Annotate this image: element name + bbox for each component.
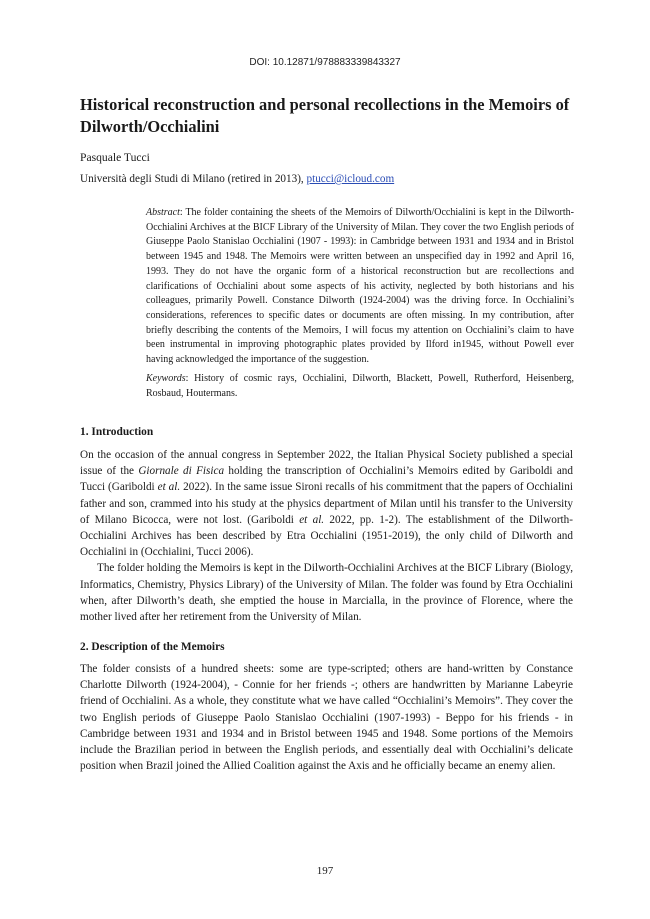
citation-etal: et al. xyxy=(157,481,181,494)
abstract-label: Abstract xyxy=(146,207,180,218)
introduction-paragraph-1 xyxy=(80,447,573,560)
journal-name: Giornale di Fisica xyxy=(138,465,225,478)
abstract xyxy=(146,206,574,368)
text-run: holding the transcription of Occhialini’s Memoirs edited by Gariboldi and Tucci (Gariboldi xyxy=(80,465,573,494)
author-affiliation xyxy=(80,173,394,185)
description-body xyxy=(80,661,573,774)
section-heading-introduction: 1. Introduction xyxy=(80,426,154,438)
doi-header: DOI: 10.12871/978883339843327 xyxy=(249,57,401,68)
keywords-label: Keywords xyxy=(146,373,186,384)
text-run: 2022). In the same issue Sironi recalls of his commitment that the papers of Occhialini father and son, crammed into his study at the physics department of Milan until his transfer to the University of Milano Bicocca, were not lost. (Gariboldi xyxy=(80,481,573,526)
description-paragraph-1: The folder consists of a hundred sheets: some are type-scripted; others are hand-written by Constance Charlotte Dilworth (1924-2004), - Connie for her friends -; others are handwritten by Marianne Labeyrie friend of Occhialini. As a whole, they constitute what we have called “Occhialini’s Memoirs”. They cover the two English periods of Giuseppe Paolo Stanislao Occhialini (1907-1993) - Beppo for his friends - in Cambridge between 1931 and 1934 and in Bristol between 1945 and 1948. Some portions of the Memoirs include the Brazilian period in between the English periods, and essentially deal with Occhialini’s delicate position when Brazil joined the Allied Coalition against the Axis and he officially became an enemy alien. xyxy=(80,663,573,773)
abstract-text: : The folder containing the sheets of the Memoirs of Dilworth/Occhialini is kept in the Dilworth-Occhialini Archives at the BICF Library of the University of Milan. They cover the two English periods of Giuseppe Paolo Stanislao Occhialini (1907 - 1993): in Cambridge between 1931 and 1934 and in Bristol between 1945 and 1948. The Memoirs were written between an unspecified day in 1992 and April 16, 1993. They do not have the organic form of a historical reconstruction but are recollections and clarifications of Occhialini about some aspects of his activity, neglected by both historians and his colleagues, primarily Powell. Constance Dilworth (1924-2004) was the driving force. In Occhialini’s considerations, references to specific dates or documents are often missing. In my contribution, after briefly describing the contents of the Memoirs, I will focus my attention on Occhialini’s claim to have been instrumental in improving photographic plates provided by Ilford in1945, without Powell ever having acknowledged the importance of the suggestion. xyxy=(146,207,574,366)
introduction-body xyxy=(80,447,573,625)
keywords-text: : History of cosmic rays, Occhialini, Dilworth, Blackett, Powell, Rutherford, Heisenberg, Rosbaud, Houtermans. xyxy=(146,373,574,399)
section-heading-description: 2. Description of the Memoirs xyxy=(80,641,225,653)
text-run: 2022, pp. 1-2). The establishment of the Dilworth-Occhialini Archives has been described by Etra Occhialini (1951-2019), the only child of Dilworth and Occhialini in (Occhialini, Tucci 2006). xyxy=(80,513,573,559)
paper-title: Historical reconstruction and personal recollections in the Memoirs of Dilworth/Occhialini xyxy=(80,95,570,136)
page-number: 197 xyxy=(316,865,334,877)
text-run: On the occasion of the annual congress in September 2022, the Italian Physical Society published a special issue of the xyxy=(80,449,573,478)
affiliation-text: Università degli Studi di Milano (retired in 2013), xyxy=(80,173,307,185)
keywords xyxy=(146,372,574,401)
author-name: Pasquale Tucci xyxy=(80,151,150,164)
author-email-link[interactable]: ptucci@icloud.com xyxy=(306,173,395,185)
citation-etal: et al. xyxy=(299,513,325,526)
introduction-paragraph-2: The folder holding the Memoirs is kept in the Dilworth-Occhialini Archives at the BICF Library (Biology, Informatics, Chemistry, Physics Library) of the University of Milan. The folder was found by Etra Occhialini when, after Dilworth’s death, she emptied the house in Marcialla, in the province of Florence, where the mother lived after her retirement from the University of Milan. xyxy=(80,562,573,624)
